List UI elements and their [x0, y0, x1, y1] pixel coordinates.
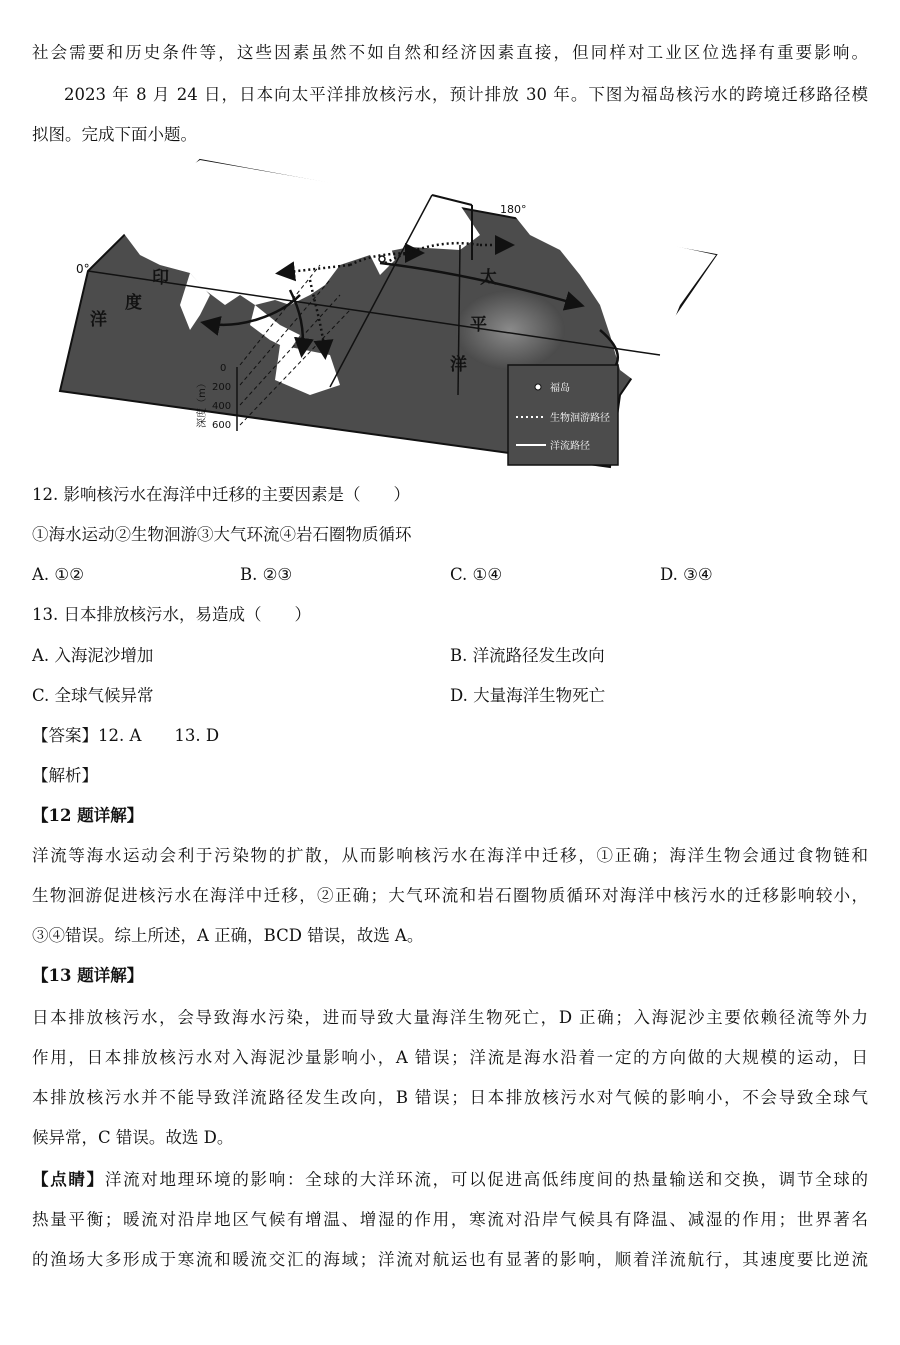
q13-detail-line: 本排放核污水并不能导致洋流路径发生改向，B 错误；日本排放核污水对气候的影响小，不会导致全球气 — [32, 1088, 868, 1107]
q13-option-a: A. 入海泥沙增加 — [32, 646, 154, 665]
q13-option-b: B. 洋流路径发生改向 — [450, 646, 605, 665]
paragraph-line: 社会需要和历史条件等，这些因素虽然不如自然和经济因素直接，但同样对工业区位选择有重要影响。 — [32, 43, 868, 62]
tip-text: 洋流对地理环境的影响：全球的大洋环流，可以促进高低纬度间的热量输送和交换，调节全球的 — [104, 1170, 868, 1189]
q13-detail-title: 【13 题详解】 — [32, 966, 144, 985]
q13-detail-line: 候异常，C 错误。故选 D。 — [32, 1128, 234, 1147]
q12-option-a: A. ①② — [32, 565, 84, 584]
question-intro-cont: 拟图。完成下面小题。 — [32, 125, 197, 144]
depth-tick-400: 400 — [212, 401, 232, 412]
q12-option-d: D. ③④ — [660, 565, 713, 584]
label-du: 度 — [125, 293, 142, 313]
q13-option-c: C. 全球气候异常 — [32, 686, 154, 705]
tip-label: 【点睛】 — [32, 1170, 105, 1189]
q13-stem: 13. 日本排放核污水，易造成（ ） — [32, 605, 311, 624]
label-yang-right: 洋 — [450, 355, 467, 375]
q12-option-c: C. ①④ — [450, 565, 503, 584]
tip-line — [32, 1169, 868, 1191]
degree-0-label: 0° — [76, 262, 90, 276]
q12-detail-line: 生物洄游促进核污水在海洋中迁移，②正确；大气环流和岩石圈物质循环对海洋中核污水的迁移影响较小， — [32, 886, 868, 905]
analysis-label: 【解析】 — [32, 766, 98, 785]
label-yin: 印 — [152, 268, 169, 288]
legend-current-route: 洋流路径 — [550, 441, 590, 452]
degree-180-label: 180° — [500, 203, 527, 216]
q12-items: ①海水运动②生物洄游③大气环流④岩石圈物质循环 — [32, 525, 412, 544]
q13-detail-line: 日本排放核污水，会导致海水污染，进而导致大量海洋生物死亡，D 正确；入海泥沙主要依赖径流等外力 — [32, 1008, 868, 1027]
legend-bio-route: 生物洄游路径 — [550, 413, 610, 424]
q12-detail-line: 洋流等海水运动会利于污染物的扩散，从而影响核污水在海洋中迁移，①正确；海洋生物会通过食物链和 — [32, 846, 868, 865]
tip-line: 热量平衡；暖流对沿岸地区气候有增温、增湿的作用，寒流对沿岸气候具有降温、减湿的作用；世界著名 — [32, 1210, 868, 1229]
depth-tick-0: 0 — [220, 363, 227, 374]
depth-tick-600: 600 — [212, 420, 232, 431]
fukushima-migration-map — [40, 155, 720, 473]
q12-option-b: B. ②③ — [240, 565, 293, 584]
q13-option-d: D. 大量海洋生物死亡 — [450, 686, 606, 705]
legend-fukushima: 福岛 — [550, 383, 570, 394]
map-legend — [508, 365, 618, 465]
tip-line: 的渔场大多形成于寒流和暖流交汇的海域；洋流对航运也有显著的影响，顺着洋流航行，其速度要比逆流 — [32, 1250, 868, 1269]
q12-detail-line: ③④错误。综上所述，A 正确，BCD 错误，故选 A。 — [32, 926, 424, 945]
depth-tick-200: 200 — [212, 382, 232, 393]
label-tai: 太 — [480, 268, 497, 288]
q12-detail-title: 【12 题详解】 — [32, 806, 144, 825]
label-ping: 平 — [470, 315, 487, 335]
depth-axis-title: 深度（m） — [197, 378, 208, 428]
label-yang-left: 洋 — [90, 310, 107, 330]
q12-stem: 12. 影响核污水在海洋中迁移的主要因素是（ ） — [32, 485, 410, 504]
question-intro: 2023 年 8 月 24 日，日本向太平洋排放核污水，预计排放 30 年。下图为福岛核污水的跨境迁移路径模 — [64, 85, 868, 104]
q13-detail-line: 作用，日本排放核污水对入海泥沙量影响小，A 错误；洋流是海水沿着一定的方向做的大规模的运动，日 — [32, 1048, 868, 1067]
answer-line: 【答案】12. A 13. D — [32, 726, 220, 745]
